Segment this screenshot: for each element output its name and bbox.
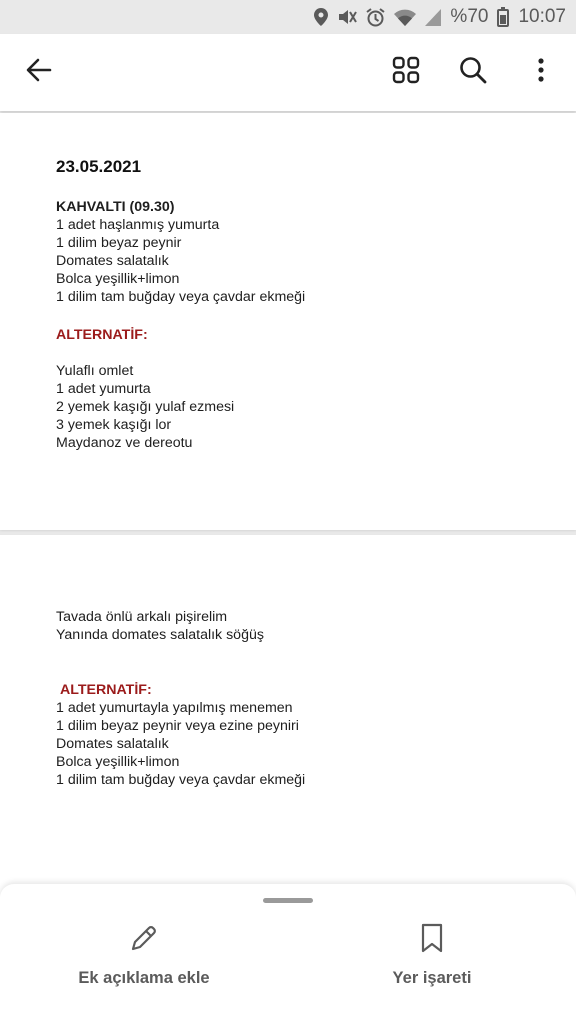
alt-item: Bolca yeşillik+limon — [56, 754, 180, 770]
bottom-sheet — [0, 884, 576, 1024]
section-title: KAHVALTI (09.30) — [56, 199, 175, 215]
alt-item: 1 dilim tam buğday veya çavdar ekmeği — [56, 772, 306, 788]
signal-icon — [425, 9, 441, 26]
page-date: 23.05.2021 — [56, 157, 142, 176]
bookmark-icon — [420, 922, 444, 959]
status-bar — [0, 0, 576, 34]
search-button[interactable] — [443, 34, 503, 111]
wifi-icon — [394, 9, 416, 26]
document-page-1 — [0, 113, 576, 530]
alt-item: Domates salatalık — [56, 736, 169, 752]
alarm-icon — [366, 8, 385, 27]
menu-item: Bolca yeşillik+limon — [56, 271, 180, 287]
more-options-button[interactable] — [511, 34, 571, 111]
alt-item: Maydanoz ve dereotu — [56, 435, 193, 451]
back-button[interactable] — [9, 34, 69, 111]
menu-item: 1 adet haşlanmış yumurta — [56, 217, 220, 233]
alt-item: 1 adet yumurtayla yapılmış menemen — [56, 700, 293, 716]
alt-item: 1 dilim beyaz peynir veya ezine peyniri — [56, 718, 299, 734]
clock-time: 10:07 — [518, 6, 566, 27]
bookmark-button[interactable] — [332, 922, 532, 992]
alt-item: 3 yemek kaşığı lor — [56, 417, 172, 433]
more-vert-icon — [537, 58, 545, 87]
alt-item: Yulaflı omlet — [56, 363, 134, 379]
status-icons — [314, 0, 566, 34]
menu-item: Domates salatalık — [56, 253, 169, 269]
location-icon — [314, 8, 328, 26]
alt-item: 2 yemek kaşığı yulaf ezmesi — [56, 399, 235, 415]
app-toolbar — [0, 34, 576, 111]
add-annotation-label: Ek açıklama ekle — [78, 969, 210, 987]
search-icon — [459, 56, 487, 89]
intro-item: Yanında domates salatalık söğüş — [56, 627, 264, 643]
grid-view-button[interactable] — [376, 34, 436, 111]
alternative-label: ALTERNATİF: — [60, 682, 152, 698]
bookmark-label: Yer işareti — [392, 969, 472, 987]
grid-view-icon — [392, 56, 420, 89]
battery-percent: %70 — [450, 6, 489, 27]
document-page-2 — [0, 535, 576, 935]
intro-item: Tavada önlü arkalı pişirelim — [56, 609, 228, 625]
menu-item: 1 dilim beyaz peynir — [56, 235, 182, 251]
alt-item: 1 adet yumurta — [56, 381, 151, 397]
add-annotation-button[interactable] — [44, 922, 244, 992]
pencil-icon — [128, 922, 160, 959]
mute-icon — [337, 8, 357, 26]
alternative-label: ALTERNATİF: — [56, 327, 148, 343]
drag-handle[interactable] — [263, 898, 313, 903]
back-arrow-icon — [26, 57, 52, 88]
battery-icon — [497, 7, 509, 27]
menu-item: 1 dilim tam buğday veya çavdar ekmeği — [56, 289, 306, 305]
